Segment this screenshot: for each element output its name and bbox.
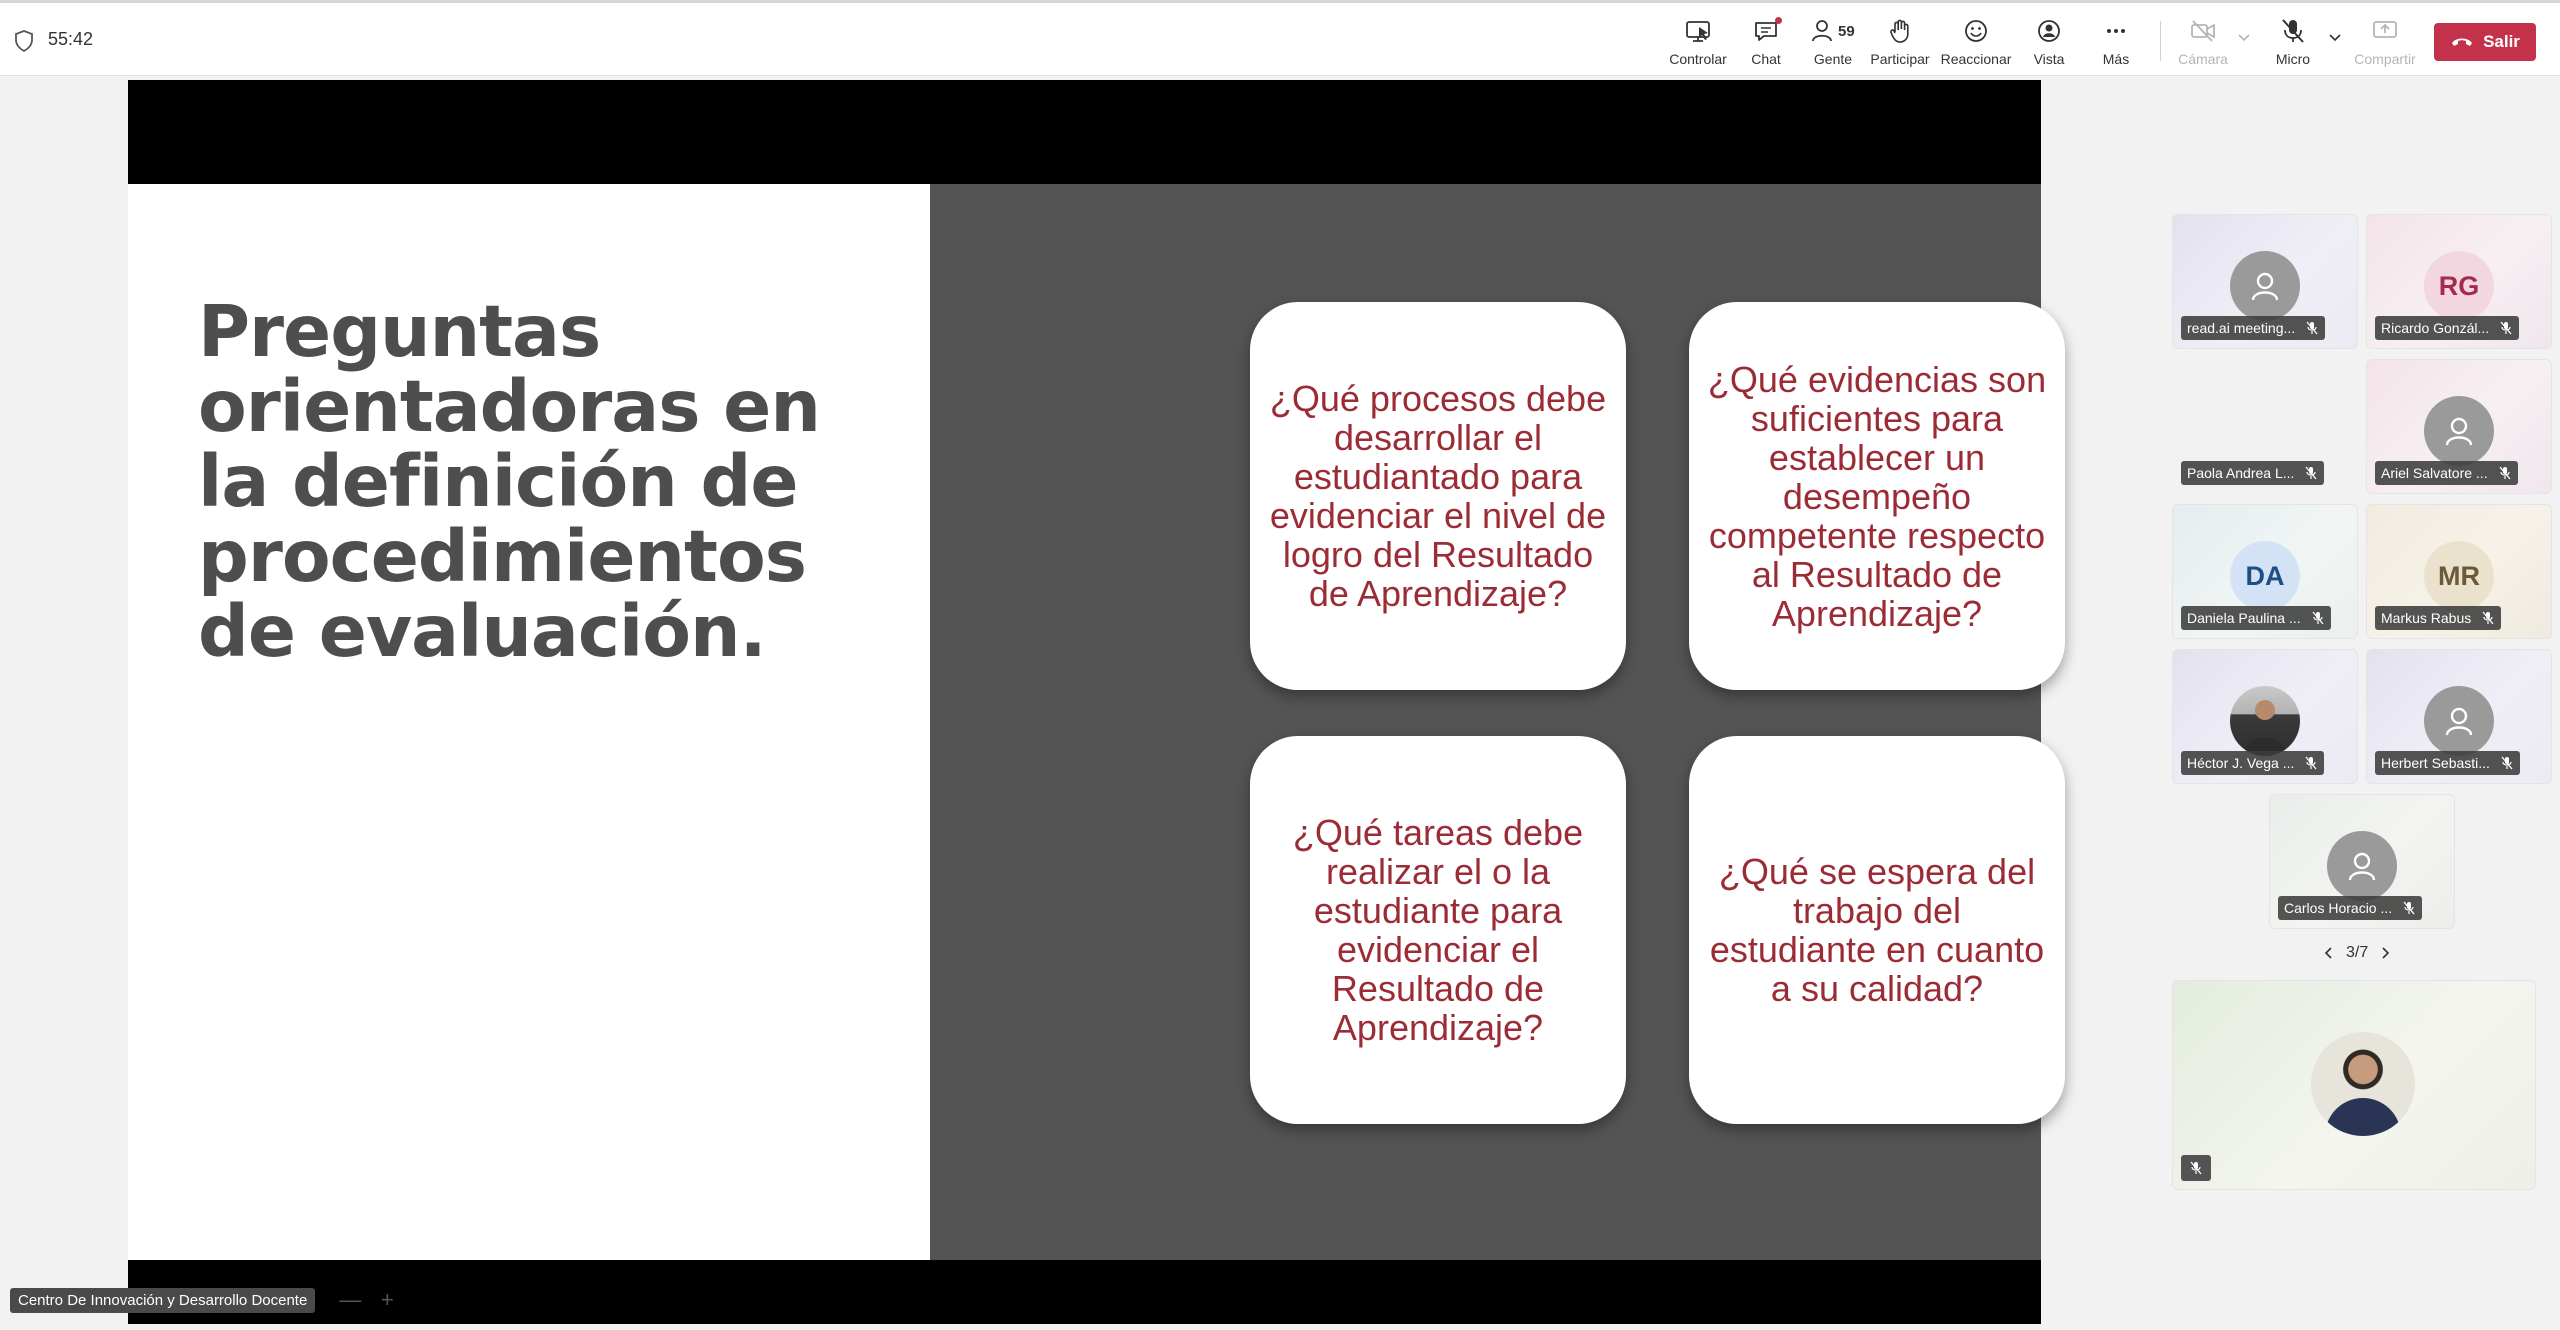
participant-tile[interactable] bbox=[2366, 504, 2552, 639]
control-label: Controlar bbox=[1669, 51, 1727, 67]
emoji-icon bbox=[1962, 17, 1990, 45]
more-icon bbox=[2102, 17, 2130, 45]
mic-button[interactable] bbox=[2258, 13, 2328, 71]
page-indicator: 3/7 bbox=[2346, 944, 2369, 961]
question-card: ¿Qué tareas debe realizar el o la estudiante para evidenciar el Resultado de Aprendizaje? bbox=[1250, 736, 1626, 1124]
meeting-timer: 55:42 bbox=[48, 29, 94, 49]
react-label: Reaccionar bbox=[1940, 51, 2012, 67]
participant-nametag bbox=[2375, 751, 2520, 775]
people-label: Gente bbox=[1813, 51, 1853, 67]
hang-up-icon bbox=[2450, 34, 2474, 50]
participant-name: Ricardo Gonzál... bbox=[2381, 320, 2490, 336]
person-icon bbox=[2424, 396, 2494, 466]
raise-hand-label: Participar bbox=[1870, 51, 1930, 67]
mic-options-chevron-icon[interactable] bbox=[2327, 29, 2343, 45]
mic-muted-icon bbox=[2311, 611, 2325, 625]
raise-hand-button[interactable] bbox=[1865, 13, 1935, 71]
participant-tile[interactable] bbox=[2172, 214, 2358, 349]
participant-tile[interactable] bbox=[2366, 214, 2552, 349]
view-label: Vista bbox=[2033, 51, 2065, 67]
person-icon bbox=[2327, 831, 2397, 901]
shared-screen bbox=[128, 80, 2047, 1324]
mic-muted-icon bbox=[2498, 466, 2512, 480]
slide-title: Preguntas orientadoras en la definición de procedimientos de evaluación. bbox=[198, 290, 820, 673]
zoom-out-button[interactable]: — bbox=[339, 1287, 362, 1312]
participant-name: Herbert Sebasti... bbox=[2381, 755, 2490, 771]
control-button[interactable] bbox=[1663, 13, 1733, 71]
participant-nametag bbox=[2278, 896, 2422, 920]
participant-nametag bbox=[2181, 606, 2331, 630]
avatar bbox=[2230, 686, 2300, 756]
chat-label: Chat bbox=[1751, 51, 1781, 67]
mic-muted-icon bbox=[2189, 1161, 2203, 1175]
chevron-left-icon[interactable] bbox=[2322, 946, 2336, 960]
toolbar-divider bbox=[2160, 21, 2161, 61]
participant-tile[interactable] bbox=[2172, 504, 2358, 639]
camera-label: Cámara bbox=[2178, 51, 2228, 67]
chat-button[interactable] bbox=[1731, 13, 1801, 71]
mic-muted-icon bbox=[2481, 611, 2495, 625]
mic-off-icon bbox=[2279, 17, 2307, 45]
participant-tile[interactable] bbox=[2366, 649, 2552, 784]
participant-nametag bbox=[2181, 316, 2325, 340]
participant-name: Ariel Salvatore ... bbox=[2381, 465, 2488, 481]
meeting-toolbar bbox=[0, 0, 2560, 76]
participant-name: Héctor J. Vega ... bbox=[2187, 755, 2295, 771]
avatar: DA bbox=[2230, 541, 2300, 611]
question-card: ¿Qué evidencias son suficientes para establecer un desempeño competente respecto al Resultado de Aprendizaje? bbox=[1689, 302, 2065, 690]
avatar: RG bbox=[2424, 251, 2494, 321]
participant-name: Daniela Paulina ... bbox=[2187, 610, 2301, 626]
participant-name: Markus Rabus bbox=[2381, 610, 2472, 626]
mic-muted-icon bbox=[2500, 756, 2514, 770]
participant-nametag bbox=[2181, 461, 2324, 485]
presenter-label: Centro De Innovación y Desarrollo Docente bbox=[10, 1288, 315, 1313]
camera-button[interactable] bbox=[2168, 13, 2238, 71]
share-screen-icon bbox=[2371, 17, 2399, 45]
view-icon bbox=[2035, 17, 2063, 45]
people-count: 59 bbox=[1838, 23, 1855, 40]
mic-muted-icon bbox=[2499, 321, 2513, 335]
mic-muted-icon bbox=[2305, 321, 2319, 335]
participant-name: read.ai meeting... bbox=[2187, 320, 2296, 336]
participant-nametag bbox=[2375, 606, 2501, 630]
self-avatar bbox=[2311, 1032, 2415, 1136]
presentation-slide bbox=[128, 184, 2047, 1260]
participant-nametag bbox=[2181, 751, 2324, 775]
leave-button[interactable] bbox=[2434, 23, 2536, 61]
avatar: MR bbox=[2424, 541, 2494, 611]
self-view-tile[interactable] bbox=[2172, 980, 2536, 1190]
unread-badge bbox=[1775, 17, 1782, 24]
share-label: Compartir bbox=[2354, 51, 2416, 67]
question-card: ¿Qué se espera del trabajo del estudiante en cuanto a su calidad? bbox=[1689, 736, 2065, 1124]
more-label: Más bbox=[2102, 51, 2130, 67]
zoom-in-button[interactable]: + bbox=[380, 1287, 394, 1312]
slide-title-panel bbox=[128, 184, 930, 1260]
leave-label: Salir bbox=[2483, 32, 2520, 51]
mic-label: Micro bbox=[2275, 51, 2311, 67]
shield-icon bbox=[14, 30, 34, 52]
participant-tile[interactable] bbox=[2172, 359, 2358, 494]
person-icon bbox=[2230, 251, 2300, 321]
slide-questions-panel bbox=[930, 184, 2047, 1260]
share-button[interactable] bbox=[2350, 13, 2420, 71]
person-icon bbox=[2424, 686, 2494, 756]
participant-tile[interactable] bbox=[2172, 649, 2358, 784]
participant-tile[interactable] bbox=[2366, 359, 2552, 494]
mic-muted-icon bbox=[2304, 756, 2318, 770]
more-button[interactable] bbox=[2081, 13, 2151, 71]
presenter-bar bbox=[10, 1287, 395, 1313]
camera-options-chevron-icon[interactable] bbox=[2236, 29, 2252, 45]
people-icon bbox=[1808, 17, 1836, 45]
camera-off-icon bbox=[2189, 17, 2217, 45]
gallery-pager bbox=[2322, 944, 2392, 962]
self-mic-muted-badge bbox=[2181, 1155, 2211, 1181]
hand-icon bbox=[1886, 17, 1914, 45]
mic-muted-icon bbox=[2304, 466, 2318, 480]
screen-control-icon bbox=[1684, 17, 1712, 45]
participant-nametag bbox=[2375, 316, 2519, 340]
mic-muted-icon bbox=[2402, 901, 2416, 915]
people-button[interactable] bbox=[1798, 13, 1868, 71]
view-button[interactable] bbox=[2014, 13, 2084, 71]
participant-name: Paola Andrea L... bbox=[2187, 465, 2295, 481]
chevron-right-icon[interactable] bbox=[2378, 946, 2392, 960]
participant-tile[interactable] bbox=[2269, 794, 2455, 929]
participant-name: Carlos Horacio ... bbox=[2284, 900, 2393, 916]
react-button[interactable] bbox=[1941, 13, 2011, 71]
participant-nametag bbox=[2375, 461, 2518, 485]
question-card: ¿Qué procesos debe desarrollar el estudiantado para evidenciar el nivel de logro del Resultado de Aprendizaje? bbox=[1250, 302, 1626, 690]
